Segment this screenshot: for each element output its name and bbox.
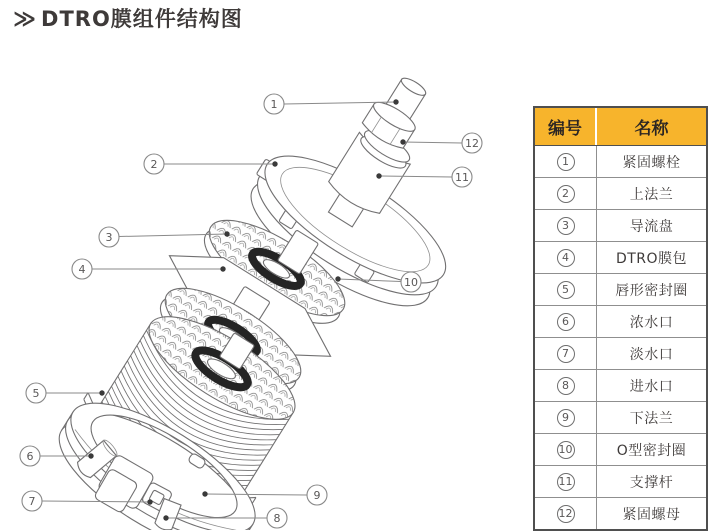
callout-6-label: 6 [26,450,34,463]
table-row [535,370,706,402]
table-header-row [535,108,706,146]
callout-12 [462,133,482,153]
part-number-badge: 8 [557,377,575,395]
callout-5 [26,383,46,403]
title-bar [13,7,243,32]
callout-8 [267,508,287,528]
part-number-badge: 11 [557,473,575,491]
table-row [535,466,706,498]
callout-7 [22,491,42,511]
part-name: 浓水口 [629,314,674,331]
table-row [535,146,706,178]
callout-11 [452,167,472,187]
table-row [535,210,706,242]
callout-2-label: 2 [150,158,158,171]
callout-1 [264,94,284,114]
part-number-badge: 7 [557,345,575,363]
callout-8-label: 8 [273,512,281,525]
part-number-badge: 9 [557,409,575,427]
part-name: 导流盘 [629,218,674,235]
callout-3 [99,227,119,247]
callout-9 [307,485,327,505]
part-number-badge: 4 [557,249,575,267]
table-row [535,242,706,274]
callout-5-label: 5 [32,387,40,400]
part-name: 下法兰 [629,410,674,427]
part-number-badge: 1 [557,153,575,171]
table-row [535,434,706,466]
table-row [535,178,706,210]
callout-3-label: 3 [105,231,113,244]
part-number-badge: 10 [557,441,575,459]
table-row [535,402,706,434]
callout-1-label: 1 [270,98,278,111]
callout-10 [401,272,421,292]
part-name: O型密封圈 [616,442,687,459]
part-number-badge: 3 [557,217,575,235]
part-name: DTRO膜包 [615,250,688,267]
col-header-name: 名称 [634,119,669,139]
part-number-badge: 2 [557,185,575,203]
part-name: 紧固螺母 [622,506,681,523]
callout-10-label: 10 [404,276,418,289]
part-name: 支撑杆 [629,474,674,491]
part-number-badge: 6 [557,313,575,331]
callout-6 [20,446,40,466]
part-name: 唇形密封圈 [615,282,688,299]
page-title: DTRO膜组件结构图 [41,7,243,31]
table-row [535,306,706,338]
callout-12-label: 12 [465,137,479,150]
callout-11-label: 11 [455,171,469,184]
table-row [535,338,706,370]
table-row [535,274,706,306]
callout-4-label: 4 [78,263,86,276]
table-row [535,498,706,529]
double-chevron-icon: ≫ [13,6,35,32]
parts-table [533,106,708,531]
callout-7-label: 7 [28,495,36,508]
col-header-number: 编号 [535,108,597,145]
callout-4 [72,259,92,279]
part-name: 淡水口 [629,346,674,363]
part-name: 进水口 [629,378,674,395]
callout-9-label: 9 [313,489,321,502]
part-name: 上法兰 [629,186,674,203]
part-number-badge: 12 [557,505,575,523]
callout-2 [144,154,164,174]
exploded-view-diagram [0,50,530,530]
part-number-badge: 5 [557,281,575,299]
part-name: 紧固螺栓 [622,154,681,171]
